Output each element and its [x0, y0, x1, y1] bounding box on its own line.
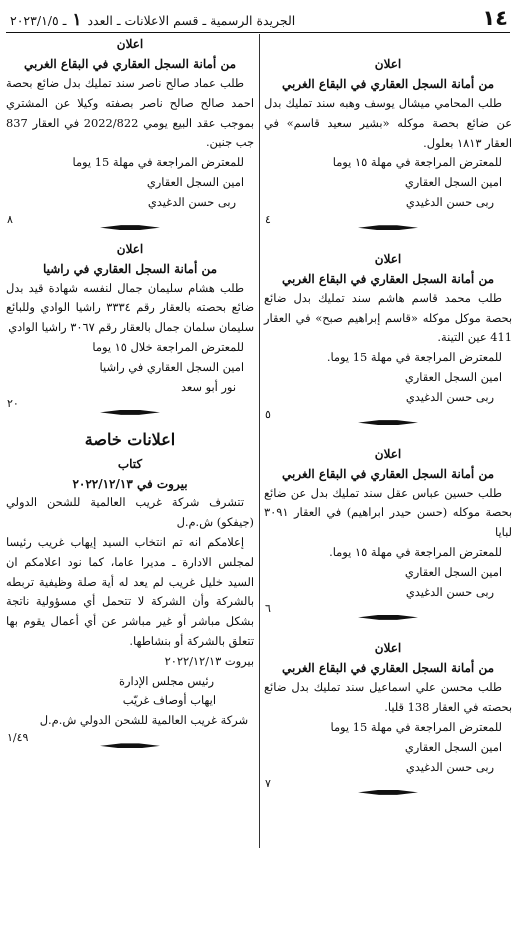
notice — [6, 34, 254, 233]
left-column — [6, 34, 254, 751]
notice-body: طلب محسن علي اسماعيل سند تمليك بدل ضائع بحصته في العقار 138 قليا. — [264, 680, 512, 715]
objection-text: للمعترض المراجعة خلال ١٥ يوما — [92, 339, 244, 354]
signature-date: بيروت ٢٠٢٢/١٢/١٣ — [164, 653, 254, 668]
column-divider — [259, 34, 260, 848]
page-header — [6, 6, 510, 33]
gazette-date: ـ ٢٠٢٣/١/٥ — [10, 13, 67, 28]
signature-title: رئيس مجلس الإدارة — [119, 673, 214, 688]
notice-number: ٢٠ — [7, 397, 19, 411]
gazette-title-text: الجريدة الرسمية ـ قسم الاعلانات ـ العدد — [87, 13, 296, 28]
notice — [264, 444, 512, 623]
notice-title: اعلان — [116, 37, 144, 51]
separator-ornament — [264, 223, 512, 233]
signatory-name: ربى حسن الدغيدي — [405, 194, 494, 209]
signatory-name: ربى حسن الدغيدي — [147, 194, 236, 209]
notice-number: ٨ — [7, 212, 13, 226]
separator-ornament — [6, 223, 254, 233]
section-heading: اعلانات خاصة — [84, 430, 176, 450]
signatory-office: امين السجل العقاري — [146, 174, 244, 189]
separator-ornament — [264, 787, 512, 797]
notice-number: ٥ — [265, 407, 271, 421]
signatory-name: ربى حسن الدغيدي — [405, 584, 494, 599]
notice-issuer: من أمانة السجل العقاري في البقاع الغربي — [281, 661, 495, 676]
objection-text: للمعترض المراجعة في مهلة ١٥ يوما — [332, 155, 502, 170]
signatory-office: امين السجل العقاري — [404, 369, 502, 384]
notice-issuer: من أمانة السجل العقاري في البقاع الغربي — [23, 57, 237, 71]
notice — [264, 249, 512, 428]
notice-body: طلب هشام سليمان جمال لنفسه شهادة قيد بدل ضائع بحصته بالعقار رقم ٣٣٣٤ راشيا الوادي وللبائع سليمان سلمان جمال بالعقار رقم ٣٠٦٧ راشيا الوادي — [6, 280, 254, 335]
signatory-office: امين السجل العقاري — [404, 175, 502, 190]
notice-issuer: من أمانة السجل العقاري في البقاع الغربي — [281, 271, 495, 286]
objection-text: للمعترض المراجعة في مهلة 15 يوما — [72, 155, 244, 170]
notice-issuer: من أمانة السجل العقاري في راشيا — [42, 261, 218, 276]
notice — [6, 239, 254, 418]
signature-company: شركة غريب العالمية للشحن الدولي ش.م.ل — [39, 713, 248, 728]
notice-title: اعلان — [374, 641, 402, 656]
notice-title: اعلان — [374, 446, 402, 461]
signatory-name: ربى حسن الدغيدي — [405, 759, 494, 774]
signature-name: ايهاب أوصاف غريّب — [122, 693, 216, 708]
notice-number: ٦ — [265, 602, 271, 616]
letter-label: كتاب — [117, 457, 143, 472]
separator-ornament — [6, 741, 254, 751]
letter-intro: تتشرف شركة غريب العالمية للشحن الدولي (جيفكو) ش.م.ل — [6, 495, 254, 530]
right-column — [264, 34, 512, 797]
notice-body: طلب المحامي ميشال يوسف وهبه سند تمليك بدل عن ضائع بحصة موكله «بشير سعيد قاسم» في العقار ١٨١٣ بعلول. — [264, 96, 512, 150]
signatory-office: امين السجل العقاري — [404, 739, 502, 754]
signatory-office: امين السجل العقاري — [404, 564, 502, 579]
notice-issuer: من أمانة السجل العقاري في البقاع الغربي — [281, 77, 495, 91]
notice — [264, 54, 512, 233]
issue-number: ١ — [72, 10, 82, 30]
signatory-name: ربى حسن الدغيدي — [405, 389, 494, 404]
gazette-title — [10, 10, 295, 30]
separator-ornament — [6, 407, 254, 417]
page-number: ١٤ — [482, 6, 508, 30]
letter-body: إعلامكم انه تم انتخاب السيد إيهاب غريب رئيسا لمجلس الادارة ـ مديرا عاما، كما نود اعلامكم ان السيد خليل غريب لم يعد له أية صلة وظيفية تربطه بالشركة وأن الشركة لا تتحمل أي مسؤولية ناتجة بشكل مباشر أو غير مباشر عن أي أعمال يقوم بها تتعلق بالشركة أو بنشاطها. — [6, 534, 254, 648]
special-notices — [6, 427, 254, 751]
separator-ornament — [264, 418, 512, 428]
notice-body: طلب حسين عباس عقل سند تمليك بدل عن ضائع بحصة موكله (حسن حيدر ابراهيم) في العقار ٣٠٩١ لبايا — [264, 485, 512, 540]
objection-text: للمعترض المراجعة في مهلة ١٥ يوما. — [329, 544, 502, 559]
signatory-name: نور أبو سعد — [180, 379, 236, 394]
notice-title: اعلان — [374, 251, 402, 266]
notice-body: طلب محمد قاسم هاشم سند تمليك بدل ضائع بحصة موكل موكله «قاسم إبراهيم صبح» في العقار 411 عين التينة. — [264, 290, 512, 345]
notice-title: اعلان — [374, 57, 402, 71]
notice-number: ٤ — [265, 212, 271, 226]
notice-number: ٧ — [265, 777, 271, 791]
separator-ornament — [264, 612, 512, 622]
notice-body: طلب عماد صالح ناصر سند تمليك بدل ضائع بحصة احمد صالح صالح ناصر بصفته وكيلا عن المشتري بموجب عقد البيع يومي 2022/822 في العقار 837 جب جنين. — [6, 76, 254, 150]
notice — [264, 638, 512, 797]
notice-issuer: من أمانة السجل العقاري في البقاع الغربي — [281, 466, 495, 481]
notice-title: اعلان — [116, 241, 144, 256]
notice-number: ١/٤٩ — [7, 730, 29, 744]
objection-text: للمعترض المراجعة في مهلة 15 يوما — [330, 719, 502, 734]
signatory-office: امين السجل العقاري في راشيا — [99, 359, 244, 374]
letter-place-date: بيروت في ٢٠٢٢/١٢/١٣ — [72, 477, 188, 492]
objection-text: للمعترض المراجعة في مهلة 15 يوما. — [326, 350, 502, 365]
